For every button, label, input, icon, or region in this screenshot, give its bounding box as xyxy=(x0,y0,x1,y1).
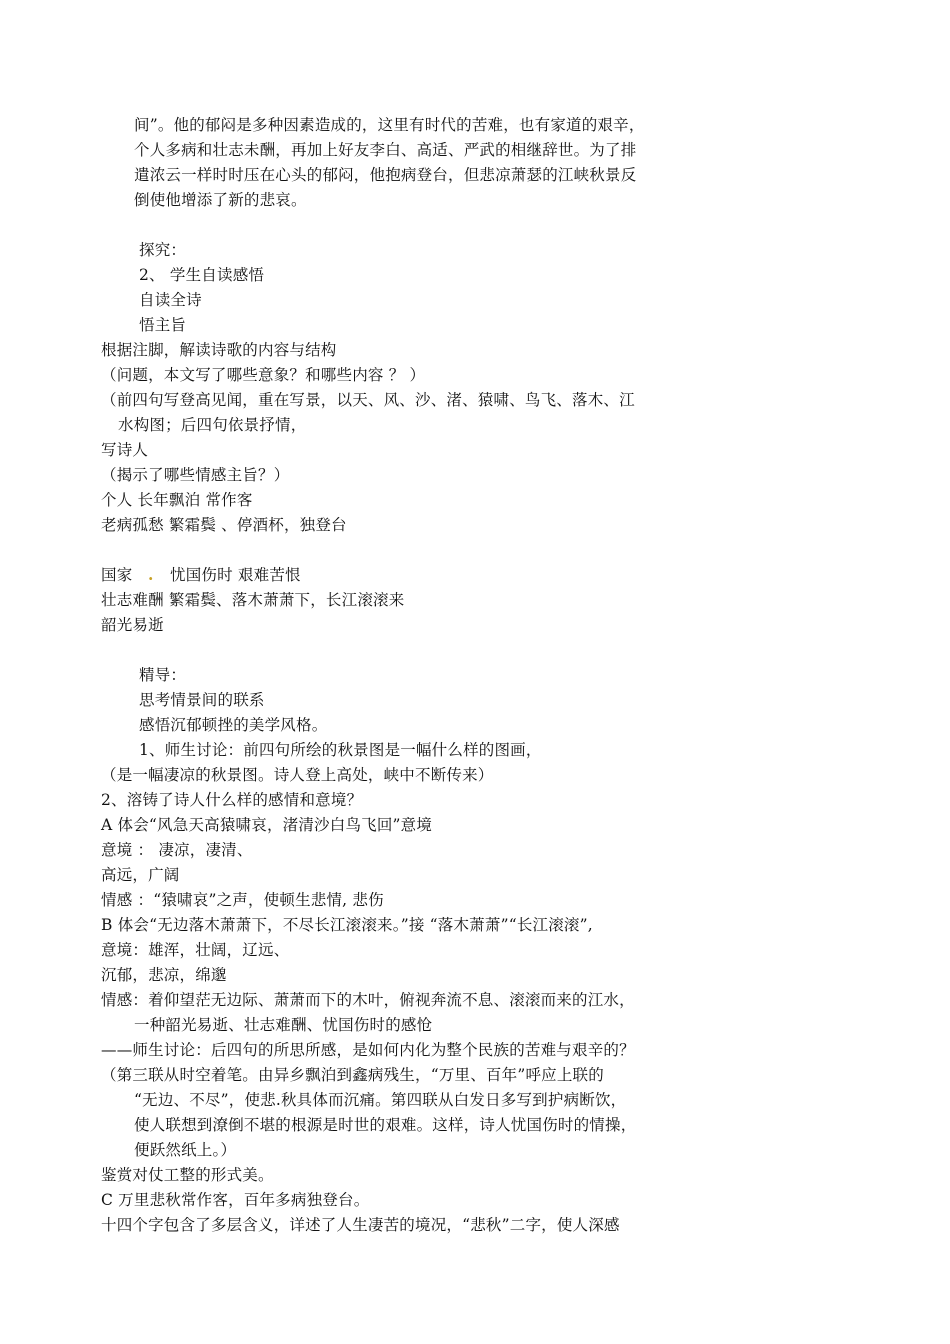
section-heading: 探究： xyxy=(139,241,187,259)
text-line: （第三联从时空着笔。由异乡飘泊到鑫病残生，“万里、百年”呼应上联的 xyxy=(101,1066,604,1084)
text-line: 倒使他增添了新的悲哀。 xyxy=(134,191,307,209)
text-line: （揭示了哪些情感主旨？） xyxy=(101,466,290,484)
text-line: （是一幅凄凉的秋景图。诗人登上高处，峡中不断传来） xyxy=(101,766,494,784)
text-line: 国家 xyxy=(101,566,133,584)
dot-mark: . xyxy=(148,565,154,584)
text-line: 韶光易逝 xyxy=(101,616,164,634)
text-line: “无边、不尽”，使悲.秋具体而沉痛。第四联从白发日多写到护病断饮， xyxy=(134,1091,627,1109)
text-line: （问题，本文写了哪些意象？和哪些内容 ？ ） xyxy=(101,366,426,384)
text-line: 感悟沉郁顿挫的美学风格。 xyxy=(139,716,328,734)
text-line: 使人联想到潦倒不堪的根源是时世的艰难。这样，诗人忧国伤时的情操， xyxy=(134,1116,637,1134)
text-line: ——师生讨论：后四句的所思所感，是如何内化为整个民族的苦难与艰辛的？ xyxy=(101,1041,635,1059)
text-line: 写诗人 xyxy=(101,441,149,459)
text-line: A 体会“风急天高猿啸哀，渚清沙白鸟飞回”意境 xyxy=(101,816,433,834)
text-line: 壮志难酬 繁霜鬓、落木萧萧下，长江滚滚来 xyxy=(101,591,405,609)
text-line: 自读全诗 xyxy=(139,291,202,309)
text-line: 意境 ： 凄凉，凄清、 xyxy=(101,841,253,859)
text-line: 思考情景间的联系 xyxy=(139,691,265,709)
text-line: 便跃然纸上。） xyxy=(134,1141,237,1159)
text-line: 忧国伤时 艰难苦恨 xyxy=(170,566,301,584)
text-line: 高远，广阔 xyxy=(101,866,180,884)
section-heading: 精导： xyxy=(139,666,187,684)
text-line: （前四句写登高见闻，重在写景，以天、风、沙、渚、猿啸、鸟飞、落木、江 xyxy=(101,391,635,409)
text-line: 意境：雄浑，壮阔，辽远、 xyxy=(101,941,290,959)
text-line: 情感 ：“猿啸哀”之声，使顿生悲情, 悲伤 xyxy=(101,891,384,909)
text-line: 鉴赏对仗工整的形式美。 xyxy=(101,1166,274,1184)
text-line: 2、 学生自读感悟 xyxy=(139,266,265,284)
text-line: 根据注脚，解读诗歌的内容与结构 xyxy=(101,341,337,359)
text-line: 十四个字包含了多层含义，详述了人生凄苦的境况，“悲秋”二字，使人深感 xyxy=(101,1216,620,1234)
text-line: 一种韶光易逝、壮志难酬、忧国伤时的感怆 xyxy=(134,1016,433,1034)
text-line: 水构图；后四句依景抒情， xyxy=(118,416,307,434)
text-line: 遣浓云一样时时压在心头的郁闷，他抱病登台，但悲凉萧瑟的江峡秋景反 xyxy=(134,166,637,184)
text-line: B 体会“无边落木萧萧下，不尽长江滚滚来。”接 “落木萧萧”“长江滚滚”, xyxy=(101,916,593,934)
text-line: 2、溶铸了诗人什么样的感情和意境？ xyxy=(101,791,363,809)
text-line: 情感：着仰望茫无边际、萧萧而下的木叶，俯视奔流不息、滚滚而来的江水， xyxy=(101,991,635,1009)
text-line: 个人 长年飘泊 常作客 xyxy=(101,491,253,509)
text-line: 沉郁，悲凉，绵邈 xyxy=(101,966,227,984)
text-line: 老病孤愁 繁霜鬓 、停酒杯，独登台 xyxy=(101,516,347,534)
text-line: 个人多病和壮志未酬，再加上好友李白、高适、严武的相继辞世。为了排 xyxy=(134,141,637,159)
text-line: 间”。他的郁闷是多种因素造成的，这里有时代的苦难，也有家道的艰辛， xyxy=(134,116,645,134)
text-line: 1、师生讨论：前四句所绘的秋景图是一幅什么样的图画， xyxy=(139,741,542,759)
text-line: C 万里悲秋常作客，百年多病独登台。 xyxy=(101,1191,370,1209)
text-line: 悟主旨 xyxy=(139,316,187,334)
